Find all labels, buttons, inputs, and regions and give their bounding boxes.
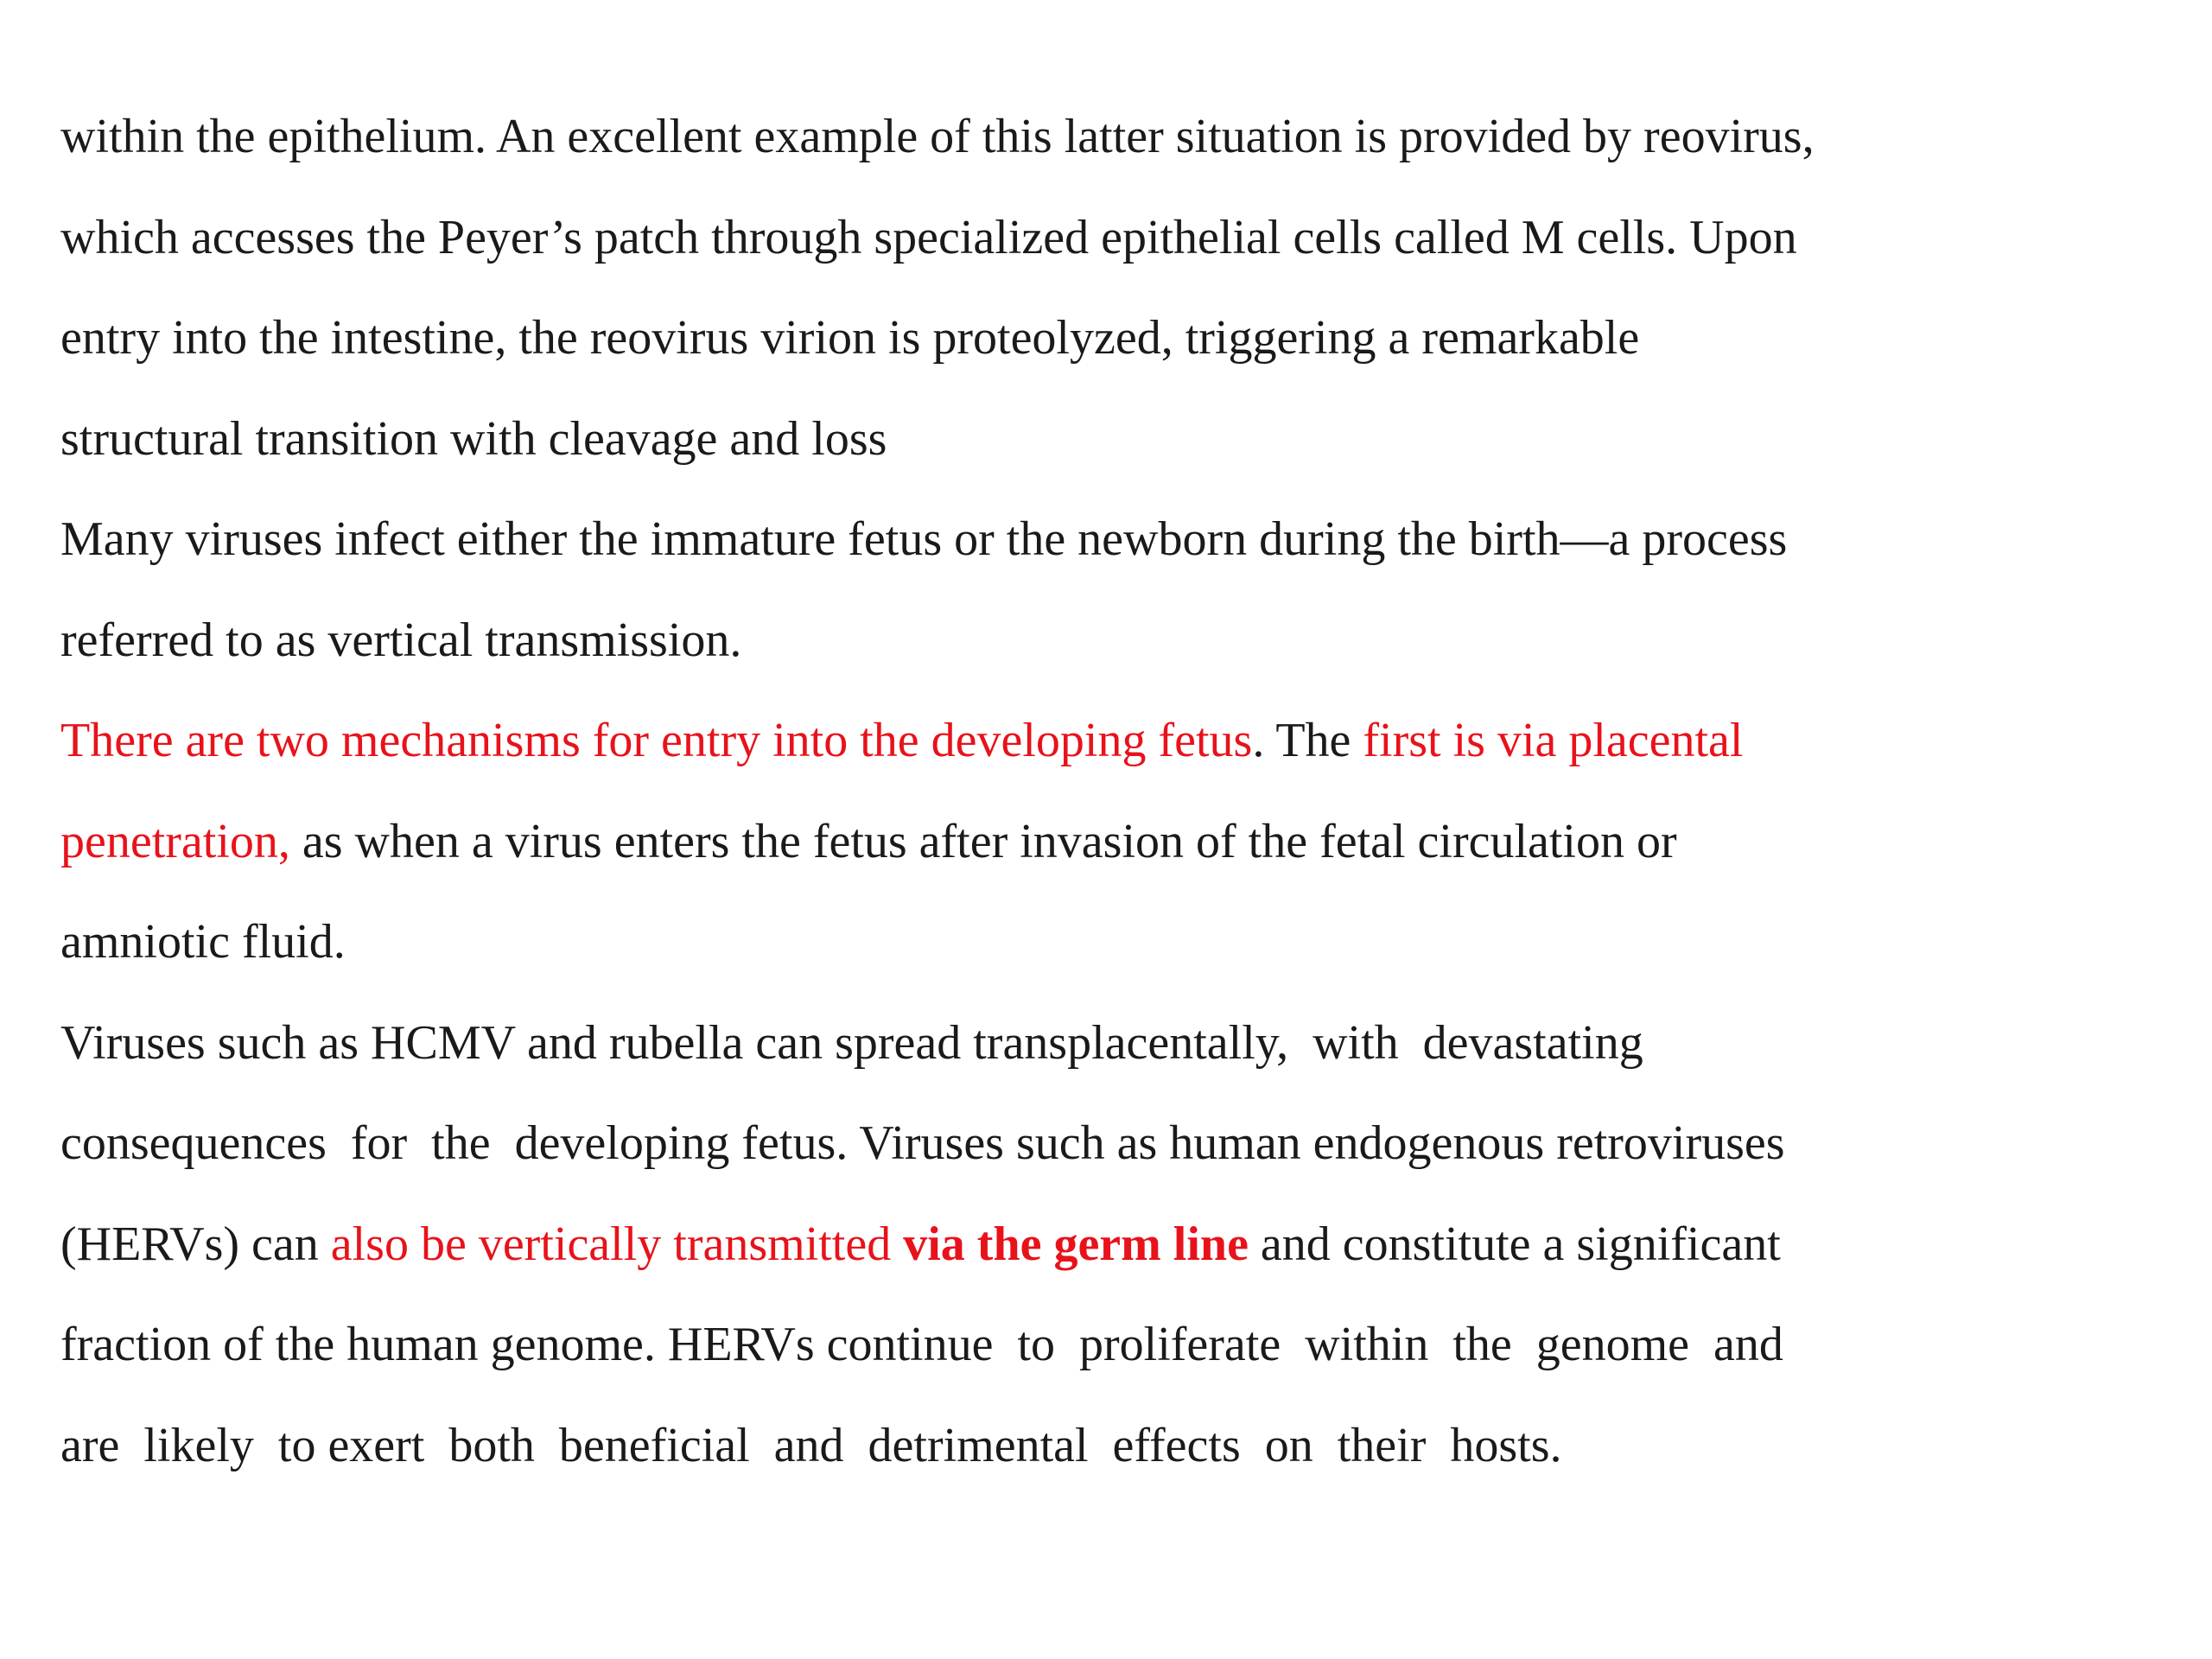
highlighted-text: penetration, <box>60 814 290 868</box>
text-line <box>60 188 2134 289</box>
text-line <box>60 993 2134 1094</box>
text-line <box>60 690 2134 791</box>
text-span: within the epithelium. An excellent example of this latter situation is provided by reovirus, <box>60 110 1815 163</box>
text-line <box>60 1093 2134 1194</box>
highlighted-text: first is via placental <box>1363 714 1744 767</box>
text-line <box>60 791 2134 893</box>
document-text-body <box>60 86 2134 1496</box>
text-line <box>60 1294 2134 1395</box>
text-span: are likely to exert both beneficial and detrimental effects on their hosts. <box>60 1418 1562 1472</box>
text-span: Viruses such as HCMV and rubella can spread transplacentally, with devastating <box>60 1015 1643 1070</box>
text-span: amniotic fluid. <box>60 915 346 969</box>
text-span: fraction of the human genome. HERVs continue to proliferate within the genome and <box>60 1318 1783 1371</box>
text-span: and constitute a significant <box>1248 1217 1781 1271</box>
text-line <box>60 590 2134 691</box>
text-line <box>60 489 2134 590</box>
text-span: Many viruses infect either the immature fetus or the newborn during the birth—a process <box>60 512 1788 566</box>
text-span: as when a virus enters the fetus after invasion of the fetal circulation or <box>289 814 1677 868</box>
text-span: (HERVs) can <box>60 1217 331 1271</box>
text-span: . The <box>1252 714 1363 767</box>
text-line <box>60 892 2134 993</box>
text-line <box>60 389 2134 490</box>
text-span: which accesses the Peyer’s patch through specialized epithelial cells called M cells. Upon <box>60 210 1797 264</box>
text-line <box>60 1194 2134 1295</box>
text-line <box>60 1395 2134 1497</box>
text-line <box>60 86 2134 188</box>
text-span: referred to as vertical transmission. <box>60 613 742 667</box>
highlighted-text: also be vertically transmitted <box>330 1217 904 1271</box>
text-span: entry into the intestine, the reovirus virion is proteolyzed, triggering a remarkable <box>60 311 1640 365</box>
text-line <box>60 288 2134 389</box>
text-span: structural transition with cleavage and loss <box>60 411 887 466</box>
highlighted-text: There are two mechanisms for entry into the developing fetus <box>60 714 1253 767</box>
text-span: consequences for the developing fetus. Viruses such as human endogenous retroviruses <box>60 1116 1785 1170</box>
highlighted-bold-text: via the germ line <box>903 1217 1249 1271</box>
